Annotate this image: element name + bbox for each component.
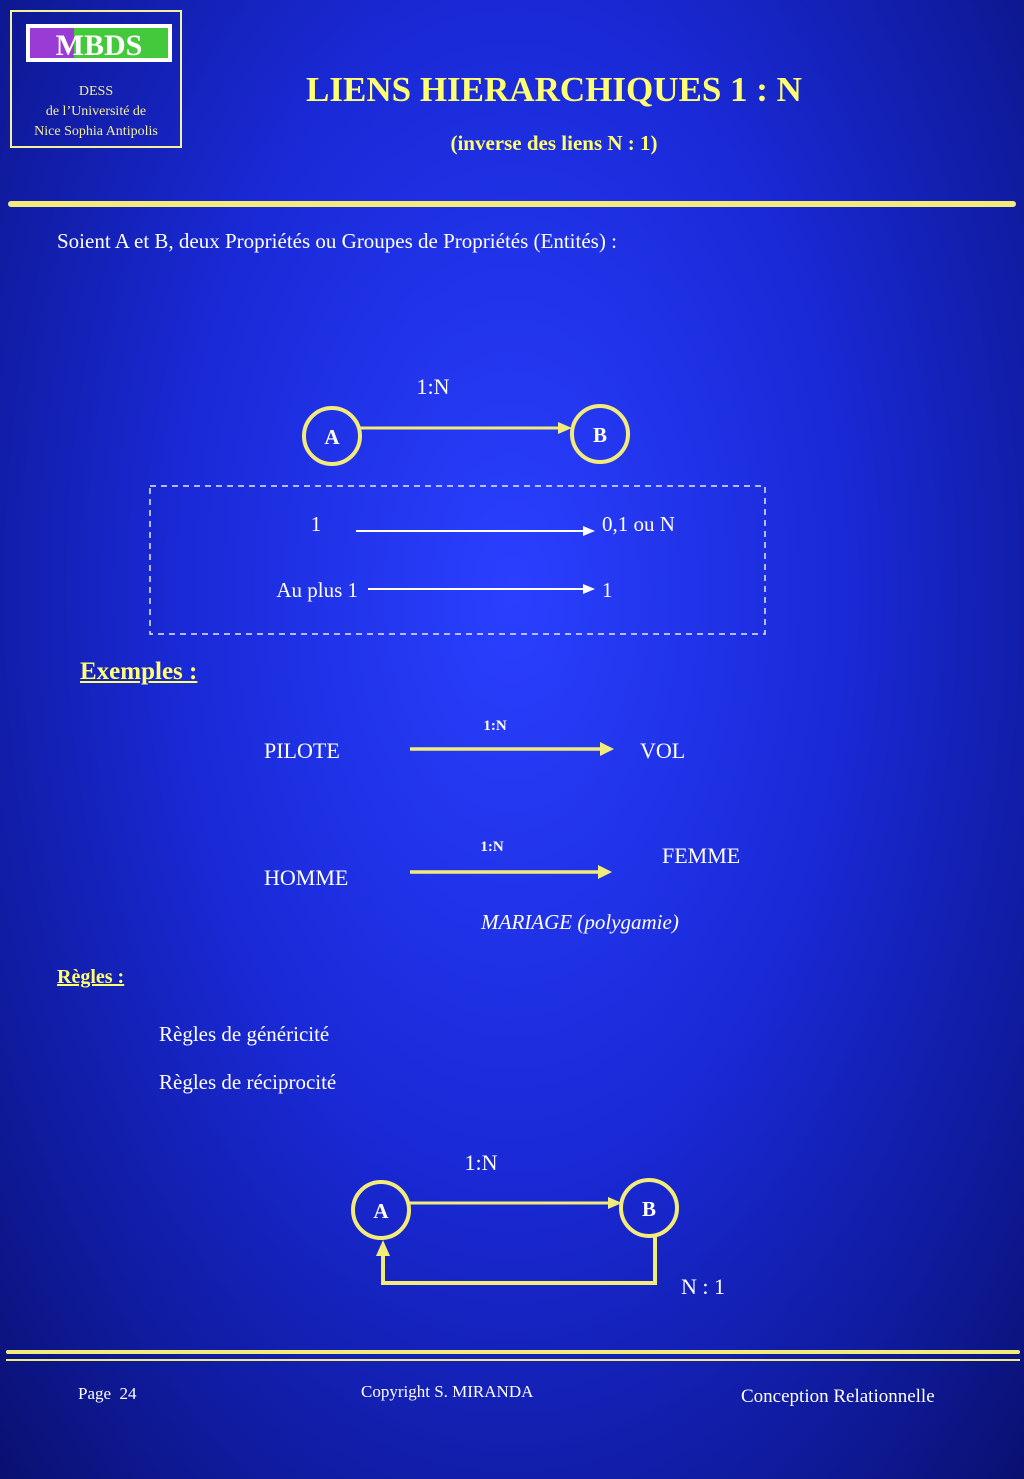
ex1-label: 1:N [483,718,507,734]
node-a-label: A [324,425,340,449]
svg-text:MBDS: MBDS [55,29,143,62]
card-row2-right: 1 [602,578,613,602]
institution-name [12,82,180,142]
diagram1-label: 1:N [416,374,450,399]
logo-line-2: de l’Université de [45,104,147,119]
page-number: Page 24 [78,1384,137,1403]
header-divider [8,201,1016,207]
course-title: Conception Relationnelle [741,1386,935,1407]
card-row1-left: 1 [310,512,322,536]
ex2-left: HOMME [264,865,349,890]
node-b-2-label: B [641,1197,657,1221]
diagram1-arrowhead [558,422,572,434]
cardinality-box [0,480,1024,640]
logo-line-1: DESS [78,84,114,99]
return-arrowhead [376,1240,390,1256]
ex2-label: 1:N [480,839,504,855]
examples-heading: Exemples : [80,658,198,685]
intro-text: Soient A et B, deux Propriétés ou Groupes de Propriétés (Entités) : [57,229,617,253]
logo-line-3: Nice Sophia Antipolis [34,124,158,139]
diagram2-label: 1:N [464,1150,498,1175]
card-row2-left: Au plus 1 [276,578,358,602]
ex1-right: VOL [640,738,686,763]
ex1-left: PILOTE [264,738,340,763]
footer-divider-thin [6,1359,1020,1361]
rule-item: Règles de généricité [159,1022,330,1046]
return-label: N : 1 [681,1274,725,1299]
ex2-arrowhead [598,865,612,879]
institution-logo-box [10,10,182,148]
footer-divider [6,1350,1020,1354]
mbds-logo [26,24,172,62]
ex2-right: FEMME [662,843,741,868]
reciprocity-diagram [0,1140,1024,1310]
ex1-arrowhead [600,742,614,756]
card-row2-arrowhead [583,584,595,594]
card-row1-arrowhead [583,526,595,536]
page-title: LIENS HIERARCHIQUES 1 : N [306,70,802,109]
node-b-label: B [592,423,608,447]
copyright: Copyright S. MIRANDA [361,1382,534,1401]
examples-diagram [0,700,1024,940]
page-subtitle: (inverse des liens N : 1) [450,131,658,155]
relation-diagram [0,360,1024,500]
return-arrow [383,1237,655,1283]
node-a-2-label: A [373,1199,389,1223]
card-row1-right: 0,1 ou N [602,512,675,536]
ex2-caption: MARIAGE (polygamie) [481,910,679,934]
rules-heading: Règles : [57,966,125,988]
rule-item: Règles de réciprocité [159,1070,337,1094]
